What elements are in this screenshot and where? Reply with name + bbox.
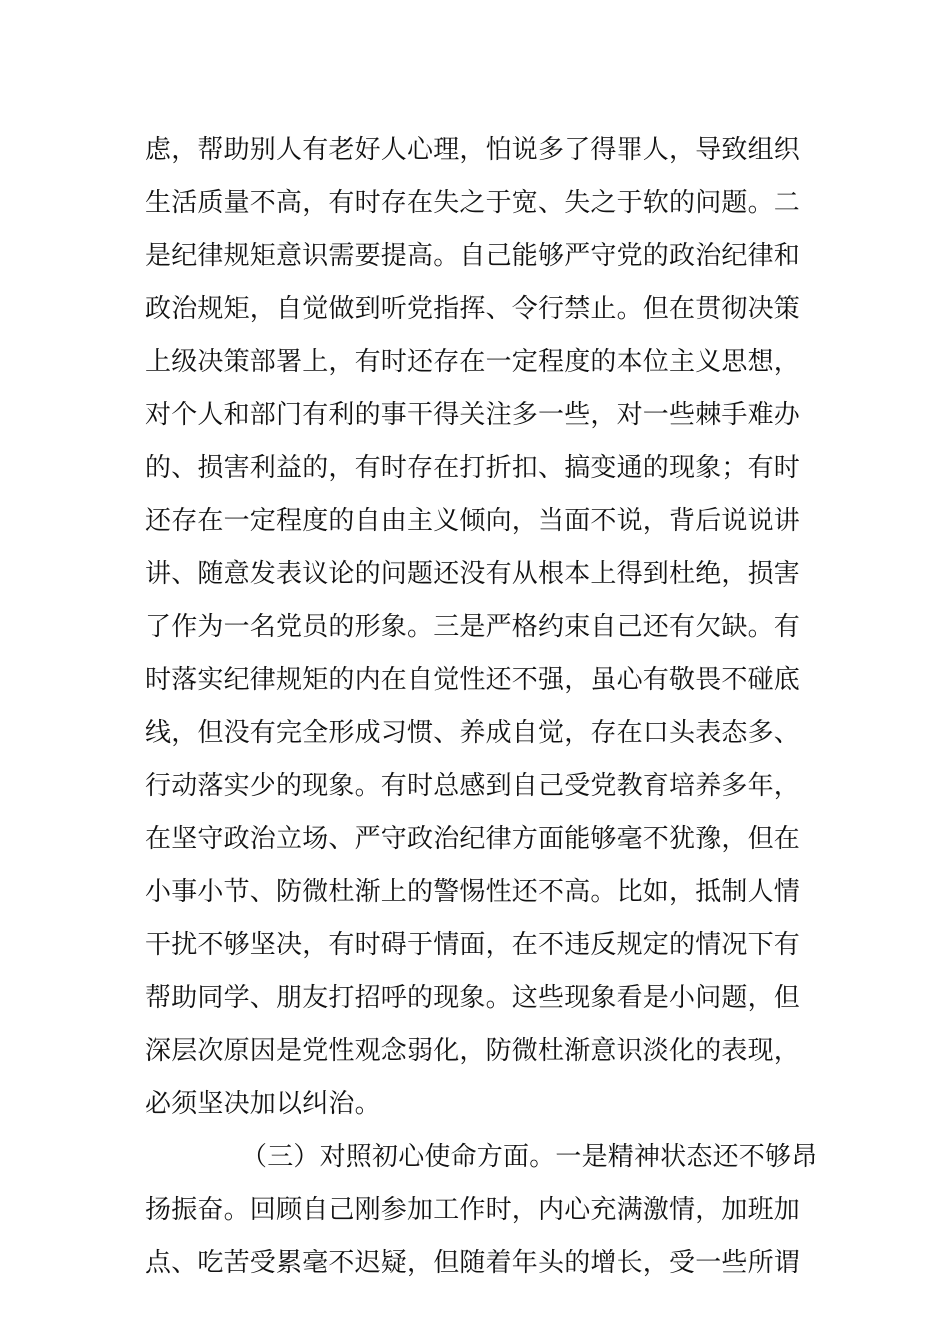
text-line: 虑，帮助别人有老好人心理，怕说多了得罪人，导致组织: [145, 135, 801, 165]
text-line: 生活质量不高，有时存在失之于宽、失之于软的问题。二: [145, 188, 801, 218]
text-line: 小事小节、防微杜渐上的警惕性还不高。比如，抵制人情: [145, 877, 801, 907]
text-line: 了作为一名党员的形象。三是严格约束自己还有欠缺。有: [145, 612, 801, 642]
text-line: 深层次原因是党性观念弱化，防微杜渐意识淡化的表现，: [145, 1036, 801, 1066]
text-line: 时落实纪律规矩的内在自觉性还不强，虽心有敬畏不碰底: [145, 665, 801, 695]
text-line: 线，但没有完全形成习惯、养成自觉，存在口头表态多、: [145, 718, 801, 748]
text-line: 帮助同学、朋友打招呼的现象。这些现象看是小问题，但: [145, 983, 801, 1013]
text-line: 政治规矩，自觉做到听党指挥、令行禁止。但在贯彻决策: [145, 294, 801, 324]
text-line: 上级决策部署上，有时还存在一定程度的本位主义思想，: [145, 347, 801, 377]
body-text: [145, 124, 818, 1290]
text-line: 还存在一定程度的自由主义倾向，当面不说，背后说说讲: [145, 506, 801, 536]
text-line: 的、损害利益的，有时存在打折扣、搞变通的现象；有时: [145, 453, 801, 483]
text-line: 必须坚决加以纠治。: [145, 1089, 381, 1119]
text-line: 对个人和部门有利的事干得关注多一些，对一些棘手难办: [145, 400, 801, 430]
text-line: 是纪律规矩意识需要提高。自己能够严守党的政治纪律和: [145, 241, 801, 271]
section-heading-line: （三）对照初心使命方面。一是精神状态还不够昂: [241, 1142, 818, 1172]
text-line: 干扰不够坚决，有时碍于情面，在不违反规定的情况下有: [145, 930, 801, 960]
text-line: 点、吃苦受累毫不迟疑，但随着年头的增长，受一些所谓: [145, 1248, 801, 1278]
text-line: 扬振奋。回顾自己刚参加工作时，内心充满激情，加班加: [145, 1195, 801, 1225]
text-line: 在坚守政治立场、严守政治纪律方面能够毫不犹豫，但在: [145, 824, 801, 854]
text-line: 讲、随意发表议论的问题还没有从根本上得到杜绝，损害: [145, 559, 801, 589]
text-line: 行动落实少的现象。有时总感到自己受党教育培养多年，: [145, 771, 801, 801]
